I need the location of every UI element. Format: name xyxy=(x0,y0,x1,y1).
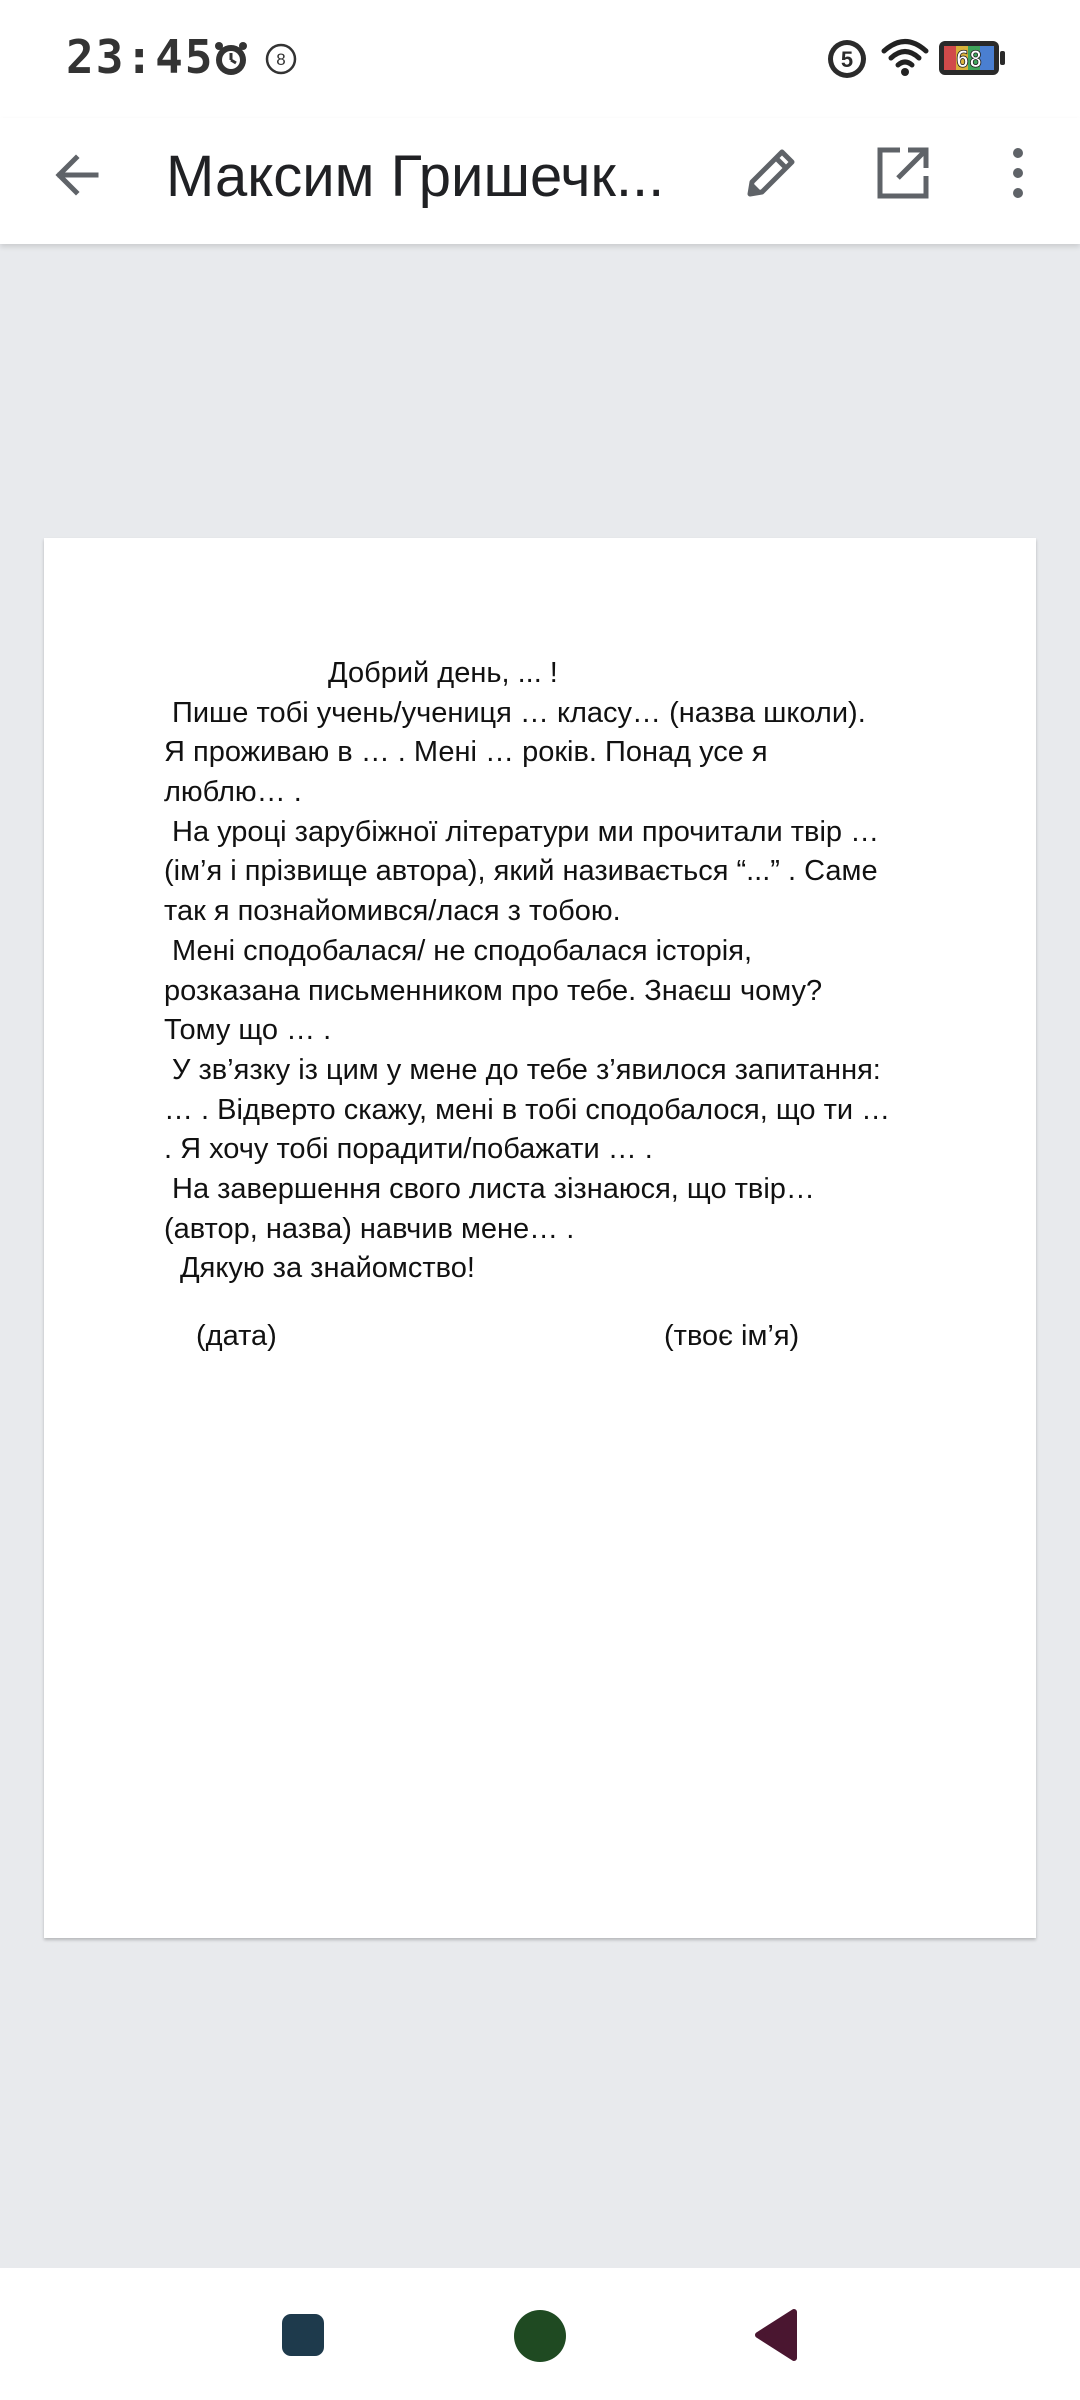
wifi-icon xyxy=(880,36,930,78)
text-line: Тому що … . xyxy=(164,1014,332,1047)
recents-square-icon[interactable] xyxy=(280,2312,326,2358)
text-line: На уроці зарубіжної літератури ми прочитали твір … xyxy=(172,815,880,848)
document-title: Максим Гришечк... xyxy=(166,144,665,209)
text-line: На завершення свого листа зізнаюся, що твір… xyxy=(172,1172,815,1205)
notification-count: 8 xyxy=(276,50,286,69)
pencil-icon[interactable] xyxy=(736,138,806,208)
text-line: (автор, назва) навчив мене… . xyxy=(164,1212,575,1245)
sim-number: 5 xyxy=(840,47,854,72)
text-line: так я познайомився/лася з тобою. xyxy=(164,895,621,928)
text-line: . Я хочу тобі порадити/побажати … . xyxy=(164,1133,653,1166)
app-bar xyxy=(0,118,1080,244)
document-page[interactable] xyxy=(44,538,1036,1938)
open-external-icon[interactable] xyxy=(868,138,938,208)
document-text xyxy=(164,654,964,1289)
alarm-icon xyxy=(212,40,250,78)
closing-line: Дякую за знайомство! xyxy=(180,1252,475,1285)
text-line: розказана письменником про тебе. Знаєш чому? xyxy=(164,974,823,1007)
status-time: 23:45 xyxy=(66,30,215,84)
text-line: люблю… . xyxy=(164,776,302,809)
text-line: (ім’я і прізвище автора), який називається “...” . Саме xyxy=(164,855,878,888)
text-line: Я проживаю в … . Мені … років. Понад усе я xyxy=(164,736,768,769)
notification-count-icon xyxy=(264,42,298,76)
status-bar xyxy=(0,0,1080,118)
battery-level: 68 xyxy=(955,48,983,73)
back-triangle-icon[interactable] xyxy=(752,2308,800,2362)
date-placeholder: (дата) xyxy=(196,1320,277,1352)
greeting-line: Добрий день, ... ! xyxy=(328,657,558,689)
sim-icon xyxy=(826,38,868,80)
home-circle-icon[interactable] xyxy=(512,2308,568,2364)
text-line: У зв’язку із цим у мене до тебе з’явилося запитання: xyxy=(172,1053,881,1086)
text-line: Мені сподобалася/ не сподобалася історія, xyxy=(172,934,752,967)
text-line: Пише тобі учень/учениця … класу… (назва школи). xyxy=(172,696,866,729)
more-vert-icon[interactable] xyxy=(990,138,1046,208)
navigation-bar xyxy=(0,2268,1080,2400)
text-line: … . Відверто скажу, мені в тобі сподобалося, що ти … xyxy=(164,1093,891,1126)
battery-icon xyxy=(938,40,1006,76)
back-arrow-icon[interactable] xyxy=(44,142,110,208)
name-placeholder: (твоє ім’я) xyxy=(664,1320,800,1352)
